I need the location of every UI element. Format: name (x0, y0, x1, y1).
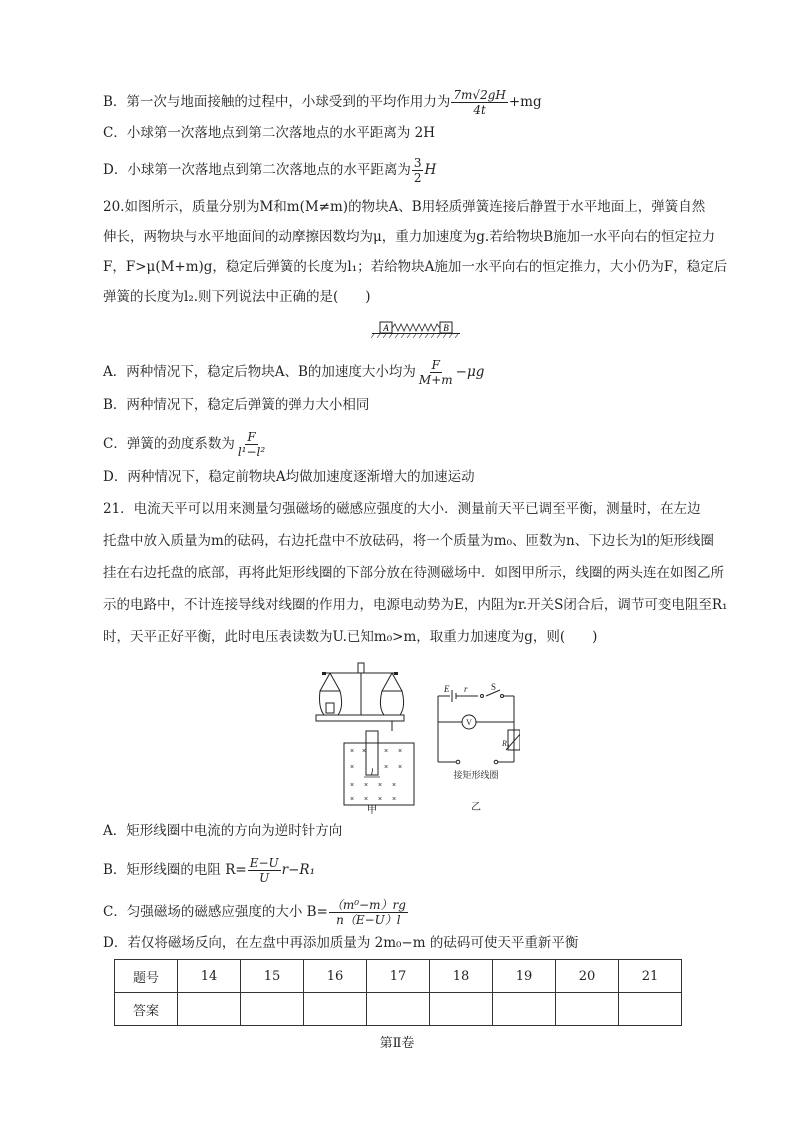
q21-b-fraction (248, 856, 281, 885)
q20-c-frac-den: l¹−l² (237, 445, 266, 459)
answer-table-number-cell: 20 (556, 960, 619, 993)
q21-c-frac-num: （m⁰−m）rg (330, 898, 406, 912)
answer-table-number-cell: 21 (619, 960, 682, 993)
q21-stem-line-1: 21．电流天平可以用来测量匀强磁场的磁感应强度的大小．测量前天平已调至平衡，测量时，在左边 (103, 501, 701, 517)
q21-stem-line-3: 挂在右边托盘的底部，再将此矩形线圈的下部分放在待测磁场中．如图甲所示，线圈的两头连在如图乙所 (103, 565, 724, 581)
q19-option-b (103, 88, 542, 117)
emf-label: E (444, 684, 450, 694)
q20-stem-line-2: 伸长，两物块与水平地面间的动摩擦因数均为μ，重力加速度为g.若给物块B施加一水平向右的恒定拉力 (103, 229, 716, 245)
q20-option-c (103, 430, 268, 459)
q19-d-text: D．小球第一次落地点到第二次落地点的水平距离为 (103, 162, 411, 178)
q21-b-frac-den: U (259, 871, 270, 885)
svg-text:×: × (383, 764, 389, 771)
q19-b-frac-num: 7m√2gH (453, 88, 506, 102)
answer-table-header-row (115, 960, 682, 993)
q21-balance-figure (308, 655, 418, 815)
q20-a-text: A．两种情况下，稳定后物块A、B的加速度大小均为 (103, 364, 416, 380)
block-a-label: A (383, 323, 389, 333)
svg-text:×: × (349, 782, 355, 789)
answer-table-number-cell: 15 (241, 960, 304, 993)
voltmeter-label: V (466, 718, 472, 727)
switch-label: S (491, 682, 497, 692)
svg-text:×: × (349, 748, 355, 755)
answer-cell[interactable] (493, 993, 556, 1026)
q21-b-post: r−R₁ (281, 862, 315, 878)
answer-cell[interactable] (178, 993, 241, 1026)
q21-stem-line-4: 示的电路中，不计连接导线对线圈的作用力，电源电动势为E，内阻为r.开关S闭合后，调节可变电阻至R₁ (103, 597, 728, 613)
answer-cell[interactable] (241, 993, 304, 1026)
answer-table (114, 959, 682, 1026)
terminal-left (456, 760, 460, 764)
q20-option-a (103, 358, 484, 387)
q19-b-fraction (451, 88, 507, 117)
answer-table-number-cell: 18 (430, 960, 493, 993)
q21-b-frac-num: E−U (249, 856, 279, 870)
q19-option-d (103, 156, 436, 185)
svg-text:×: × (363, 796, 369, 803)
q20-option-b: B．两种情况下，稳定后弹簧的弹力大小相同 (103, 397, 370, 413)
q21-circuit-figure (432, 682, 520, 814)
q20-a-frac-num: F (431, 358, 440, 372)
q19-b-frac-den: 4t (473, 103, 486, 117)
q21-option-d: D．若仅将磁场反向，在左盘中再添加质量为 2m₀−m 的砝码可使天平重新平衡 (103, 935, 579, 951)
answer-table-answer-label: 答案 (115, 993, 178, 1026)
q20-a-post: −μg (455, 364, 485, 380)
svg-text:×: × (391, 796, 397, 803)
spring (392, 324, 440, 331)
q19-option-c: C．小球第一次落地点到第二次落地点的水平距离为 2H (103, 125, 435, 141)
q21-stem-line-5: 时，天平正好平衡，此时电压表读数为U.已知m₀>m，取重力加速度为g，则( ) (103, 629, 598, 645)
fig-yi-label: 乙 (471, 802, 481, 813)
svg-text:×: × (377, 782, 383, 789)
answer-table-number-cell: 17 (367, 960, 430, 993)
svg-text:×: × (383, 748, 389, 755)
q21-b-text: B．矩形线圈的电阻 R= (103, 862, 247, 878)
q21-option-a: A．矩形线圈中电流的方向为逆时针方向 (103, 823, 343, 839)
q19-d-frac-num: 3 (413, 156, 422, 170)
q20-a-fraction (417, 358, 455, 387)
q20-spring-figure (370, 318, 462, 340)
svg-text:×: × (391, 782, 397, 789)
fig-jia-label: 甲 (367, 805, 377, 815)
svg-text:×: × (377, 796, 383, 803)
q19-b-post: +mg (508, 94, 542, 110)
q21-c-frac-den: n（E−U）l (336, 913, 401, 927)
q20-stem-line-1: 20.如图所示，质量分别为M和m(M≠m)的物块A、B用轻质弹簧连接后静置于水平地面上，弹簧自然 (103, 199, 706, 215)
answer-cell[interactable] (619, 993, 682, 1026)
q20-stem-line-3: F，F>μ(M+m)g，稳定后弹簧的长度为l₁；若给物块A施加一水平向右的恒定推力，大小仍为F，稳定后 (103, 259, 728, 275)
q21-option-c (103, 898, 409, 927)
answer-cell[interactable] (367, 993, 430, 1026)
terminal-right (494, 760, 498, 764)
q20-stem-line-4: 弹簧的长度为l₂.则下列说法中正确的是( ) (103, 289, 371, 305)
q20-c-fraction (236, 430, 267, 459)
q21-c-fraction (329, 898, 408, 927)
r1-label: R₁ (502, 739, 510, 748)
answer-cell[interactable] (556, 993, 619, 1026)
connect-coil-label: 接矩形线圈 (453, 770, 499, 780)
block-b-label: B (443, 323, 449, 333)
answer-table-number-cell: 19 (493, 960, 556, 993)
answer-table-number-cell: 14 (178, 960, 241, 993)
svg-text:×: × (397, 748, 403, 755)
q21-stem-line-2: 托盘中放入质量为m的砝码，右边托盘中不放砝码，将一个质量为m₀、匝数为n、下边长为l的矩形线圈 (103, 533, 715, 549)
section-footer: 第Ⅱ卷 (379, 1036, 415, 1051)
svg-text:×: × (361, 748, 367, 755)
q21-c-text: C．匀强磁场的磁感应强度的大小 B= (103, 904, 328, 920)
svg-text:×: × (349, 764, 355, 771)
length-label: l (370, 767, 374, 777)
switch-terminal-2 (501, 695, 504, 698)
ground-hatch (371, 334, 458, 338)
switch-terminal (481, 695, 484, 698)
answer-table-answer-row (115, 993, 682, 1026)
q19-d-frac-den: 2 (413, 171, 422, 185)
q19-b-text: B．第一次与地面接触的过程中，小球受到的平均作用力为 (103, 94, 451, 110)
answer-cell[interactable] (430, 993, 493, 1026)
svg-text:×: × (349, 796, 355, 803)
q20-option-d: D．两种情况下，稳定前物块A均做加速度逐渐增大的加速运动 (103, 469, 475, 485)
answer-table-number-cell: 16 (304, 960, 367, 993)
svg-text:×: × (363, 782, 369, 789)
q20-a-frac-den: M+m (418, 373, 453, 387)
q19-d-post: H (424, 162, 437, 178)
answer-table-header-label: 题号 (115, 960, 178, 993)
q20-c-frac-num: F (247, 430, 256, 444)
q21-option-b (103, 856, 315, 885)
answer-cell[interactable] (304, 993, 367, 1026)
q20-c-text: C．弹簧的劲度系数为 (103, 436, 235, 452)
internal-r-label: r (464, 684, 468, 694)
svg-text:×: × (397, 764, 403, 771)
q19-d-fraction (412, 156, 424, 185)
